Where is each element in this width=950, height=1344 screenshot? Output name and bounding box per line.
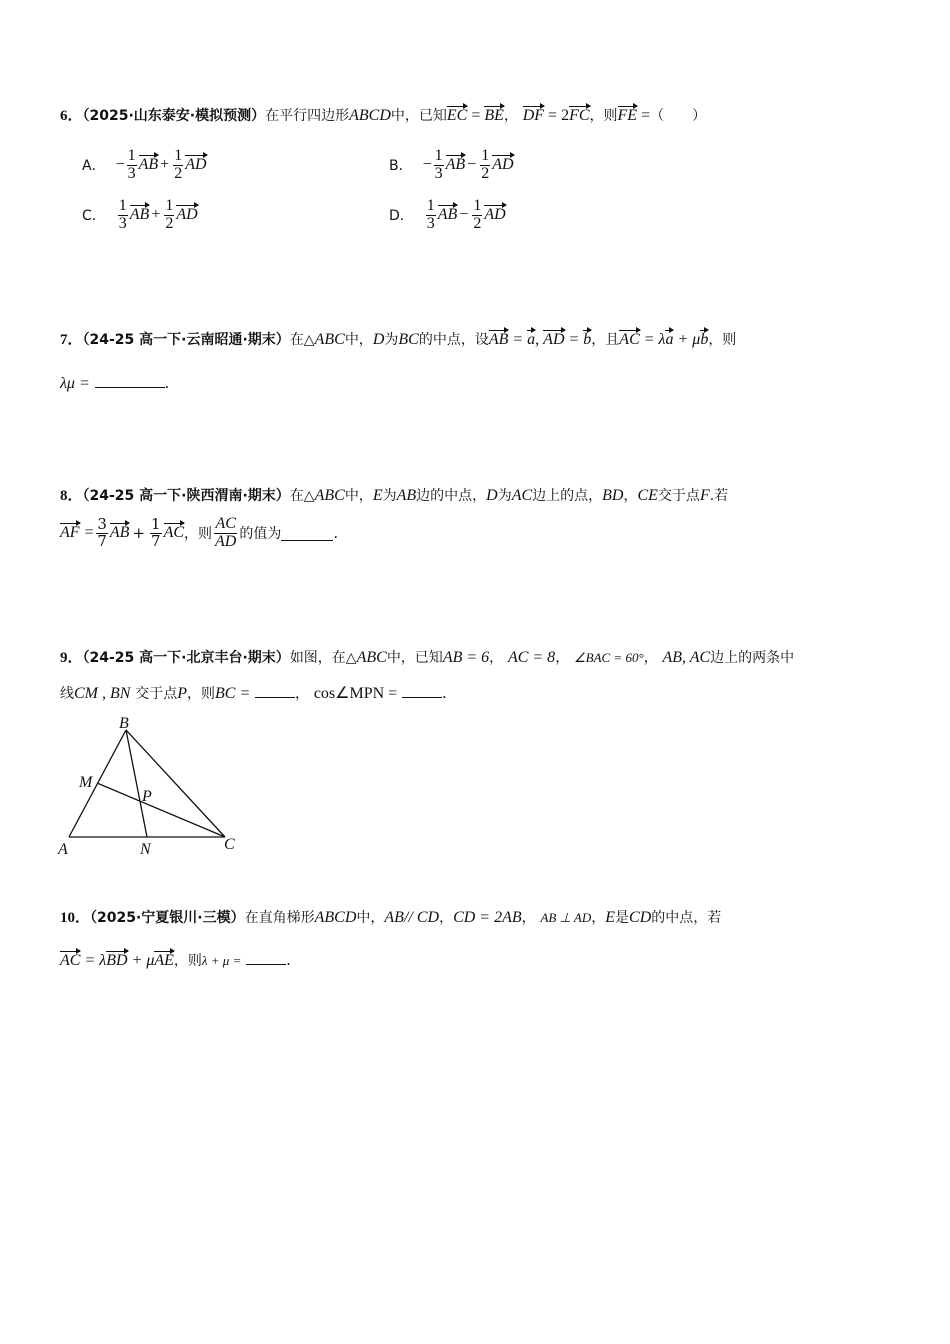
question-number: 6． [60,108,83,124]
label-m: M [79,774,93,791]
label-p: P [142,788,152,805]
option-c[interactable]: C． $\frac{1}{3}$ AB + $\frac{1}{2}$ AD [82,197,198,232]
side-bc [126,730,225,837]
question-source: （2025·山东泰安·模拟预测） [82,108,266,124]
answer-blank-bc[interactable] [255,683,295,698]
question-7-line-2: λμ = . [60,374,170,392]
answer-blank[interactable] [246,950,286,965]
option-b[interactable]: B． − $\frac{1}{3}$ AB − $\frac{1}{2}$ AD [389,147,514,182]
question-9-line-2: 线CM , BN 交于点P，则BC = ， cos∠MPN = . [60,684,447,702]
question-8-stem: 8．（24-25 高一下·陕西渭南·期末）在△ABC中，E为AB边的中点，D为AC边上的点，BD，CE交于点F.若 [60,487,729,504]
answer-blank[interactable] [281,526,333,541]
triangle-figure [55,712,255,862]
label-c: C [224,836,235,853]
label-a: A [58,841,68,858]
question-8-line-2: AF = $\frac{3}{7}$ AB + $\frac{1}{7}$ AC ，则 $\frac{AC}{AD}$ 的值为 . [60,515,339,550]
question-10-stem: 10．（2025·宁夏银川·三模）在直角梯形ABCD中，AB// CD，CD = 2AB， AB ⊥ AD，E是CD的中点，若 [60,909,722,926]
question-10-line-2: AC = λBD + μAE，则λ + μ = . [60,951,291,969]
option-d[interactable]: D． $\frac{1}{3}$ AB − $\frac{1}{2}$ AD [389,197,506,232]
median-bn [126,730,147,837]
median-cm [97,783,225,837]
question-7-stem: 7．（24-25 高一下·云南昭通·期末）在△ABC中，D为BC的中点，设AB = a, AD = b，且AC = λa + μb，则 [60,331,737,348]
answer-blank-cos[interactable] [402,683,442,698]
question-6-stem: 6．（2025·山东泰安·模拟预测）在平行四边形ABCD中，已知EC = BE， DF = 2FC，则FE =（ ） [60,107,707,124]
option-a[interactable]: A． − $\frac{1}{3}$ AB + $\frac{1}{2}$ AD [82,147,207,182]
answer-blank[interactable] [95,373,165,388]
label-b: B [119,715,129,732]
label-n: N [140,841,151,858]
question-9-stem: 9．（24-25 高一下·北京丰台·期末）如图，在△ABC中，已知AB = 6， AC = 8， ∠BAC = 60°， AB, AC边上的两条中 [60,649,795,666]
